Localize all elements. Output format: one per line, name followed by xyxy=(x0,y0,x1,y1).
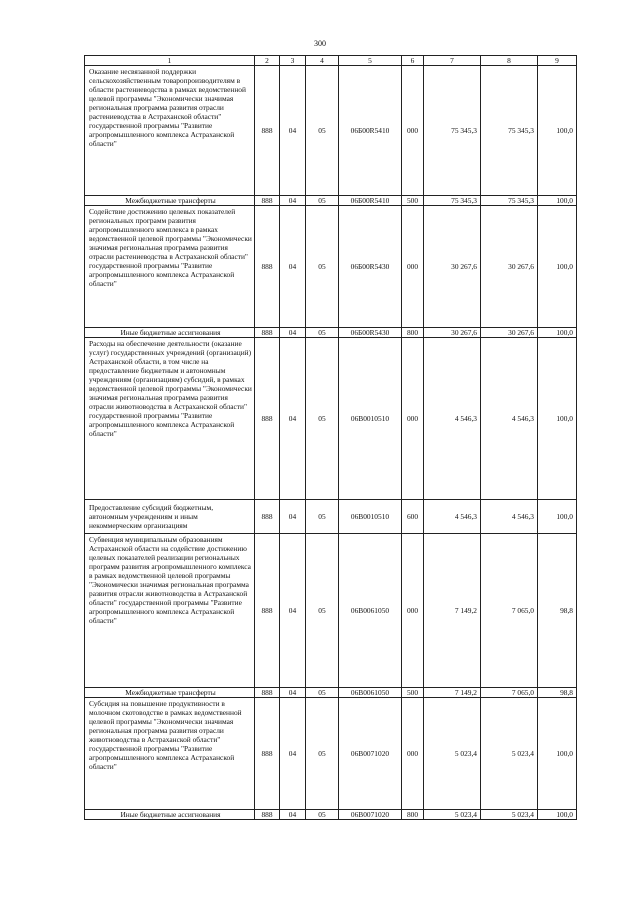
cell-section: 04 xyxy=(280,500,306,534)
cell-executed: 5 023,4 xyxy=(481,698,538,810)
row-name: Расходы на обеспечение деятельности (оказание услуг) государственных учреждений (организаций) Астраханской области, в том числе на предоставление бюджетным и автономным учреждениям (организациям) субсидий, в рамках ведомственной целевой программы "Экономически значимая региональная программа развития отрасли животноводства в Астраханской области" государственной программы "Развитие агропромышленного комплекса Астраханской области" xyxy=(85,338,255,500)
row-name: Иные бюджетные ассигнования xyxy=(85,810,255,820)
cell-percent: 98,8 xyxy=(538,688,577,698)
cell-expense-type: 500 xyxy=(402,196,424,206)
cell-planned: 30 267,6 xyxy=(424,328,481,338)
column-header-1: 1 xyxy=(85,56,255,66)
cell-subsection: 05 xyxy=(306,698,339,810)
cell-target-article: 06В0010510 xyxy=(339,338,402,500)
cell-planned: 75 345,3 xyxy=(424,196,481,206)
cell-admin-code: 888 xyxy=(255,698,280,810)
cell-subsection: 05 xyxy=(306,688,339,698)
cell-subsection: 05 xyxy=(306,810,339,820)
cell-percent: 100,0 xyxy=(538,206,577,328)
row-name: Межбюджетные трансферты xyxy=(85,688,255,698)
cell-subsection: 05 xyxy=(306,328,339,338)
cell-percent: 100,0 xyxy=(538,196,577,206)
cell-admin-code: 888 xyxy=(255,500,280,534)
cell-target-article: 06В0061050 xyxy=(339,688,402,698)
row-name: Иные бюджетные ассигнования xyxy=(85,328,255,338)
table-row xyxy=(85,206,577,328)
table-row xyxy=(85,196,577,206)
cell-expense-type: 000 xyxy=(402,534,424,688)
row-name: Оказание несвязанной поддержки сельскохозяйственным товаропроизводителям в области растениеводства в рамках ведомственной целевой программы "Экономически значимая региональная программа развития отрасли растениеводства в Астраханской области" государственной программы "Развитие агропромышленного комплекса Астраханской области" xyxy=(85,66,255,196)
cell-admin-code: 888 xyxy=(255,206,280,328)
cell-subsection: 05 xyxy=(306,534,339,688)
cell-percent: 100,0 xyxy=(538,500,577,534)
cell-section: 04 xyxy=(280,66,306,196)
cell-target-article: 06Б00R5410 xyxy=(339,66,402,196)
cell-subsection: 05 xyxy=(306,66,339,196)
cell-target-article: 06В0071020 xyxy=(339,810,402,820)
cell-executed: 4 546,3 xyxy=(481,338,538,500)
cell-target-article: 06В0071020 xyxy=(339,698,402,810)
cell-section: 04 xyxy=(280,698,306,810)
column-header-6: 6 xyxy=(402,56,424,66)
cell-executed: 75 345,3 xyxy=(481,196,538,206)
column-header-9: 9 xyxy=(538,56,577,66)
cell-target-article: 06Б00R5410 xyxy=(339,196,402,206)
cell-percent: 100,0 xyxy=(538,698,577,810)
cell-target-article: 06Б00R5430 xyxy=(339,206,402,328)
cell-admin-code: 888 xyxy=(255,688,280,698)
cell-expense-type: 000 xyxy=(402,66,424,196)
cell-executed: 7 065,0 xyxy=(481,688,538,698)
table-header-row xyxy=(85,56,577,66)
cell-planned: 4 546,3 xyxy=(424,338,481,500)
cell-planned: 4 546,3 xyxy=(424,500,481,534)
cell-executed: 4 546,3 xyxy=(481,500,538,534)
table-row xyxy=(85,328,577,338)
cell-planned: 5 023,4 xyxy=(424,810,481,820)
table-row xyxy=(85,810,577,820)
cell-subsection: 05 xyxy=(306,206,339,328)
cell-subsection: 05 xyxy=(306,500,339,534)
column-header-3: 3 xyxy=(280,56,306,66)
column-header-8: 8 xyxy=(481,56,538,66)
cell-expense-type: 000 xyxy=(402,206,424,328)
cell-expense-type: 800 xyxy=(402,810,424,820)
column-header-4: 4 xyxy=(306,56,339,66)
cell-planned: 30 267,6 xyxy=(424,206,481,328)
cell-target-article: 06Б00R5430 xyxy=(339,328,402,338)
cell-expense-type: 800 xyxy=(402,328,424,338)
cell-section: 04 xyxy=(280,338,306,500)
budget-table xyxy=(84,55,577,820)
cell-subsection: 05 xyxy=(306,196,339,206)
cell-planned: 75 345,3 xyxy=(424,66,481,196)
cell-executed: 5 023,4 xyxy=(481,810,538,820)
cell-percent: 98,8 xyxy=(538,534,577,688)
cell-percent: 100,0 xyxy=(538,66,577,196)
cell-target-article: 06В0061050 xyxy=(339,534,402,688)
cell-admin-code: 888 xyxy=(255,534,280,688)
row-name: Субвенция муниципальным образованиям Астраханской области на содействие достижению целевых показателей реализации региональных программ развития агропромышленного комплекса в рамках ведомственной целевой программы "Экономически значимая региональная программа развития отрасли животноводства в Астраханской области" государственной программы "Развитие агропромышленного комплекса Астраханской области" xyxy=(85,534,255,688)
row-name: Межбюджетные трансферты xyxy=(85,196,255,206)
cell-executed: 30 267,6 xyxy=(481,206,538,328)
table-row xyxy=(85,688,577,698)
cell-executed: 75 345,3 xyxy=(481,66,538,196)
column-header-7: 7 xyxy=(424,56,481,66)
cell-admin-code: 888 xyxy=(255,196,280,206)
cell-subsection: 05 xyxy=(306,338,339,500)
row-name: Предоставление субсидий бюджетным, автономным учреждениям и иным некоммерческим организациям xyxy=(85,500,255,534)
cell-expense-type: 000 xyxy=(402,698,424,810)
cell-planned: 7 149,2 xyxy=(424,534,481,688)
cell-planned: 5 023,4 xyxy=(424,698,481,810)
cell-section: 04 xyxy=(280,196,306,206)
row-name: Субсидия на повышение продуктивности в молочном скотоводстве в рамках ведомственной целевой программы "Экономически значимая региональная программа развития отрасли животноводства в Астраханской области" государственной программы "Развитие агропромышленного комплекса Астраханской области" xyxy=(85,698,255,810)
cell-percent: 100,0 xyxy=(538,328,577,338)
cell-target-article: 06В0010510 xyxy=(339,500,402,534)
table-row xyxy=(85,534,577,688)
cell-expense-type: 000 xyxy=(402,338,424,500)
cell-section: 04 xyxy=(280,328,306,338)
row-name: Содействие достижению целевых показателей региональных программ развития агропромышленного комплекса в рамках ведомственной целевой программы "Экономически значимая региональная программа развития отрасли растениеводства в Астраханской области" государственной программы "Развитие агропромышленного комплекса Астраханской области" xyxy=(85,206,255,328)
cell-expense-type: 500 xyxy=(402,688,424,698)
cell-percent: 100,0 xyxy=(538,338,577,500)
cell-executed: 30 267,6 xyxy=(481,328,538,338)
cell-planned: 7 149,2 xyxy=(424,688,481,698)
cell-admin-code: 888 xyxy=(255,338,280,500)
column-header-2: 2 xyxy=(255,56,280,66)
cell-section: 04 xyxy=(280,810,306,820)
cell-admin-code: 888 xyxy=(255,66,280,196)
cell-expense-type: 600 xyxy=(402,500,424,534)
table-row xyxy=(85,500,577,534)
table-row xyxy=(85,66,577,196)
cell-section: 04 xyxy=(280,688,306,698)
cell-admin-code: 888 xyxy=(255,328,280,338)
table-row xyxy=(85,338,577,500)
cell-admin-code: 888 xyxy=(255,810,280,820)
cell-section: 04 xyxy=(280,206,306,328)
page-number: 300 xyxy=(314,39,326,48)
column-header-5: 5 xyxy=(339,56,402,66)
table-row xyxy=(85,698,577,810)
cell-percent: 100,0 xyxy=(538,810,577,820)
cell-executed: 7 065,0 xyxy=(481,534,538,688)
cell-section: 04 xyxy=(280,534,306,688)
